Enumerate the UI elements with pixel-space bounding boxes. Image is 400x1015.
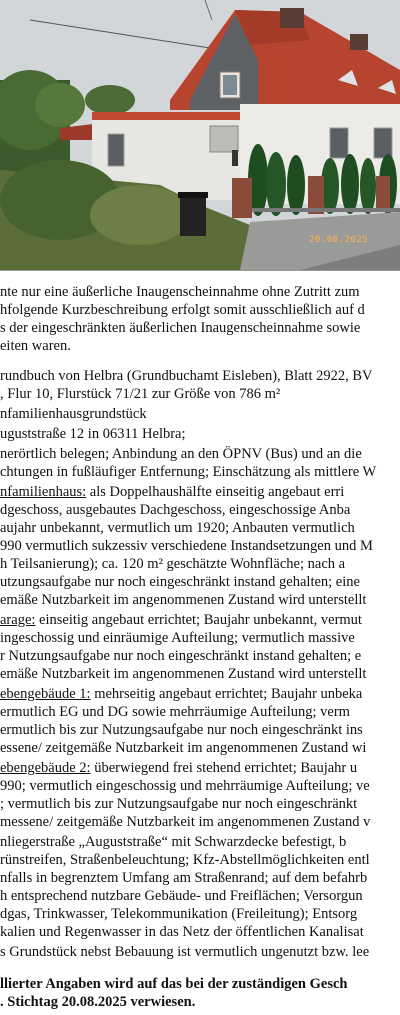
erschliessung-line: kalien und Regenwasser in das Netz der öffentlichen Kanalisat — [0, 924, 364, 940]
erschliessung-line: nfalls in begrenztem Umfang am Straßenrand; auf dem befahrb — [0, 870, 368, 886]
intro-line: s der eingeschränkten äußerlichen Inaugenscheinnahme sowie — [0, 320, 361, 336]
nebengebaeude1-heading: ebengebäude 1: — [0, 686, 91, 702]
garage-heading: arage: — [0, 612, 36, 628]
wohnhaus-first-line — [0, 484, 344, 501]
garage-first-line — [0, 612, 362, 629]
nebengebaeude2-first-line — [0, 760, 357, 777]
erschliessung-line: nliegerstraße „Auguststraße“ mit Schwarzdecke befestigt, b — [0, 834, 347, 850]
intro-line: eiten waren. — [0, 338, 71, 354]
house-illustration — [0, 0, 400, 270]
garage-text: einseitig angebaut errichtet; Baujahr unbekannt, vermut — [35, 612, 362, 628]
garage-line: ingeschossig und einräumige Aufteilung; vermutlich massive — [0, 630, 355, 646]
lage-line: chtungen in fußläufiger Entfernung; Einschätzung als mittlere W — [0, 464, 377, 480]
nebengebaeude1-line: essene/ zeitgemäße Nutzbarkeit im angenommenen Zustand wi — [0, 740, 367, 756]
footer-line: llierter Angaben wird auf das bei der zuständigen Gesch — [0, 976, 348, 992]
nebengebaeude2-heading: ebengebäude 2: — [0, 760, 91, 776]
grundbuch-line: rundbuch von Helbra (Grundbuchamt Eisleben), Blatt 2922, BV — [0, 368, 373, 384]
nebengebaeude2-line: ; vermutlich bis zur Nutzungsaufgabe nur noch eingeschränkt — [0, 796, 358, 812]
garage-line: r Nutzungsaufgabe nur noch eingeschränkt instand gehalten; e — [0, 648, 362, 664]
erschliessung-line: dgas, Trinkwasser, Telekommunikation (Freileitung); Entsorg — [0, 906, 358, 922]
nebengebaeude1-first-line — [0, 686, 362, 703]
objektart: nfamilienhausgrundstück — [0, 406, 147, 422]
wohnhaus-line: 990 vermutlich sukzessiv verschiedene Instandsetzungen und M — [0, 538, 373, 554]
wohnhaus-line: dgeschoss, ausgebautes Dachgeschoss, eingeschossige Anba — [0, 502, 351, 518]
garage-line: emäße Nutzbarkeit im angenommenen Zustand wird unterstellt — [0, 666, 367, 682]
wohnhaus-text: als Doppelhaushälfte einseitig angebaut erri — [86, 484, 345, 500]
footer-line: . Stichtag 20.08.2025 verwiesen. — [0, 994, 196, 1010]
wohnhaus-line: aujahr unbekannt, vermutlich um 1920; Anbauten vermutlich — [0, 520, 355, 536]
nebengebaeude2-text: überwiegend frei stehend errichtet; Baujahr u — [90, 760, 358, 776]
adresse: uguststraße 12 in 06311 Helbra; — [0, 426, 186, 442]
wohnhaus-line: h Teilsanierung); ca. 120 m² geschätzte Wohnfläche; nach a — [0, 556, 346, 572]
wohnhaus-heading: nfamilienhaus: — [0, 484, 87, 500]
wohnhaus-line: emäße Nutzbarkeit im angenommenen Zustand wird unterstellt — [0, 592, 367, 608]
wohnhaus-line: utzungsaufgabe nur noch eingeschränkt instand gehalten; eine — [0, 574, 360, 590]
nebengebaeude2-line: 990; vermutlich eingeschossig und mehrräumige Aufteilung; ve — [0, 778, 370, 794]
property-photo — [0, 0, 400, 271]
nebengebaeude1-line: ermutlich bis zur Nutzungsaufgabe nur noch eingeschränkt ins — [0, 722, 363, 738]
nebengebaeude1-text: mehrseitig angebaut errichtet; Baujahr unbeka — [90, 686, 363, 702]
nebengebaeude2-line: messene/ zeitgemäße Nutzbarkeit im angenommenen Zustand v — [0, 814, 371, 830]
erschliessung-line: rünstreifen, Straßenbeleuchtung; Kfz-Abstellmöglichkeiten entl — [0, 852, 370, 868]
grundbuch-line: , Flur 10, Flurstück 71/21 zur Größe von 786 m² — [0, 386, 281, 402]
intro-line: hfolgende Kurzbeschreibung erfolgt somit ausschließlich auf d — [0, 302, 365, 318]
lage-line: nerörtlich belegen; Anbindung an den ÖPNV (Bus) und an die — [0, 446, 362, 462]
erschliessung-line: h entsprechend nutzbare Gebäude- und Freiflächen; Versorgun — [0, 888, 363, 904]
photo-date-stamp: 20.08.2025 — [309, 235, 369, 245]
nebengebaeude1-line: ermutlich EG und DG sowie mehrräumige Aufteilung; verm — [0, 704, 350, 720]
intro-line: nte nur eine äußerliche Inaugenscheinnahme ohne Zutritt zum — [0, 284, 360, 300]
nutzung: s Grundstück nebst Bebauung ist vermutlich ungenutzt bzw. lee — [0, 944, 370, 960]
